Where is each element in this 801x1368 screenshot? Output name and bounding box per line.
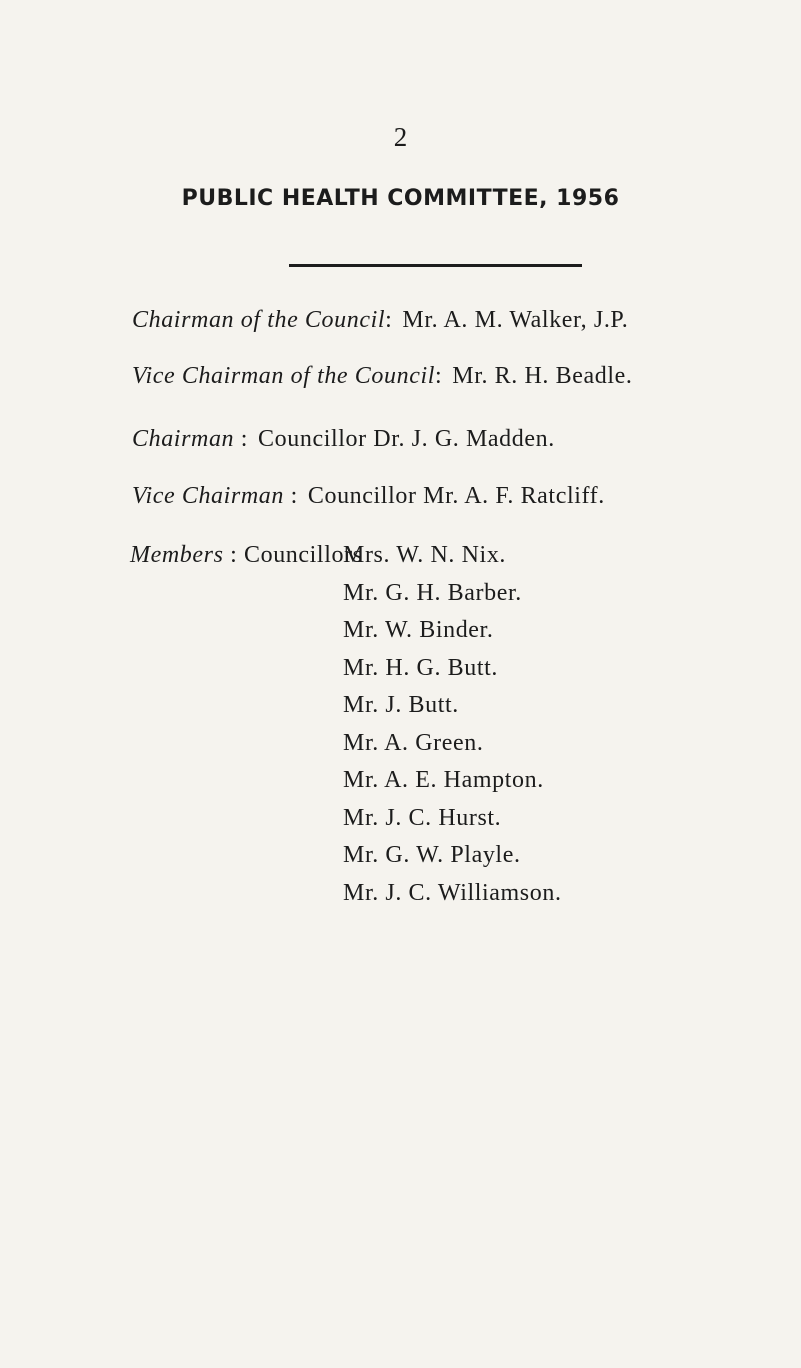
member-item: Mr. J. Butt. (343, 692, 459, 718)
member-item: Mr. W. Binder. (343, 617, 494, 643)
member-item: Mr. G. H. Barber. (343, 579, 522, 606)
officer-name: Mr. A. M. Walker, J.P. (402, 307, 629, 333)
title-divider (289, 264, 582, 267)
member-item: Mr. A. Green. (343, 729, 484, 756)
officer-role: Chairman (132, 426, 235, 452)
officer-name: Councillor Mr. A. F. Ratcliff. (307, 483, 605, 509)
members-separator: : (223, 542, 238, 568)
officer-separator: : (434, 363, 443, 389)
member-item: Mr. H. G. Butt. (343, 654, 499, 681)
officer-line-vice-chairman-of-council (132, 362, 632, 390)
officer-line-chairman-of-council (132, 306, 628, 334)
officer-name: Councillor Dr. J. G. Madden. (258, 426, 555, 452)
members-group: Councillors (244, 542, 363, 568)
member-item: Mr. G. W. Playle. (343, 842, 521, 868)
officer-line-chairman (132, 425, 555, 453)
officer-role: Chairman of the Council (132, 307, 386, 333)
officer-role: Vice Chairman of the Council (132, 363, 435, 389)
page-number: 2 (393, 122, 408, 152)
member-item: Mr. A. E. Hampton. (343, 767, 544, 793)
member-list (343, 541, 562, 916)
officer-name: Mr. R. H. Beadle. (452, 363, 633, 389)
officer-line-vice-chairman (132, 482, 605, 510)
officer-separator: : (234, 426, 249, 452)
member-item: Mr. J. C. Williamson. (343, 879, 562, 906)
members-role: Members (130, 542, 224, 568)
member-item: Mrs. W. N. Nix. (343, 542, 507, 568)
officer-role: Vice Chairman (132, 483, 284, 509)
officer-separator: : (284, 483, 298, 509)
members-lead (130, 541, 363, 569)
member-item: Mr. J. C. Hurst. (343, 804, 502, 831)
officer-separator: : (385, 307, 393, 333)
page-title: PUBLIC HEALTH COMMITTEE, 1956 (181, 186, 620, 211)
